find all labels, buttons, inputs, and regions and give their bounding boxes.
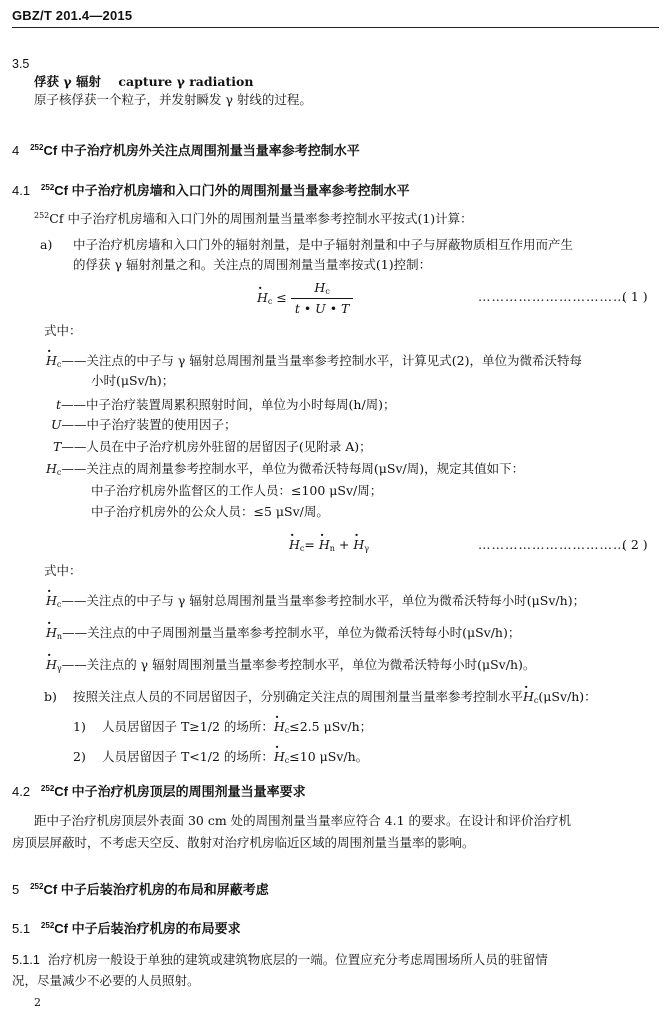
- item-a-line2: 的俘获 γ 辐射剂量之和。关注点的周围剂量当量率按式(1)控制：: [73, 257, 432, 272]
- def2-hn-text: ——关注点的中子周围剂量当量率参考控制水平，单位为微希沃特每小时(μSv/h)；: [62, 625, 521, 640]
- eq2-plus: +: [334, 537, 354, 552]
- eq2-equals: =: [304, 537, 319, 552]
- term-definition: 原子核俘获一个粒子，并发射瞬发 γ 射线的过程。: [34, 92, 312, 107]
- def-t: [56, 396, 396, 414]
- def-Hc-symbol: H: [46, 461, 57, 476]
- section-4-1-heading: [12, 180, 410, 199]
- section-4-1-intro: [34, 210, 473, 228]
- section-5-1-1-text1: 治疗机房一般设于单独的建筑或建筑物底层的一端。位置应充分考虑周围场所人员的驻留情: [47, 952, 548, 967]
- def-hc-cont: 小时(μSv/h)；: [91, 373, 175, 388]
- def-t-text: ——中子治疗装置周累积照射时间，单位为小时每周(h/周)；: [61, 397, 396, 412]
- eq2-leader-dots: ……………………………: [478, 537, 627, 552]
- intro-sup: 252: [34, 211, 50, 220]
- eq1-lhs: · H: [257, 289, 268, 307]
- eq1-lhs-sub: c: [267, 297, 273, 306]
- section-5-1-sup: 252: [40, 921, 55, 930]
- def-T-symbol: T: [53, 439, 62, 454]
- eq1-leader-dots: ……………………………: [478, 289, 627, 304]
- def-hc-text: ——关注点的中子与 γ 辐射总周围剂量当量率参考控制水平，计算见式(2)，单位为微希沃特每: [61, 353, 583, 368]
- section-4-1-number: 4.1: [12, 183, 31, 198]
- where-label-2: 式中：: [44, 563, 82, 578]
- section-5-heading: [12, 879, 269, 898]
- standard-code: GBZ/T 201.4—2015: [12, 8, 133, 23]
- page-number: 2: [34, 996, 41, 1009]
- standard-code-header: [12, 8, 132, 23]
- item-a-line1: 中子治疗机房墙和入口门外的辐射剂量，是中子辐射剂量和中子与屏蔽物质相互作用而产生: [73, 237, 574, 252]
- equation-2: · $H_c= \cdot H_n$ + · $H_\gamma$: [289, 536, 369, 554]
- section-4-2-para-line2: 房顶层屏蔽时，不考虑天空反、散射对治疗机房临近区域的周围剂量当量率的影响。: [12, 835, 475, 850]
- item-b-label: b): [44, 689, 57, 704]
- item-b1-value: ≤2.5 μSv/h；: [289, 719, 373, 734]
- equation-1: [257, 279, 353, 318]
- item-a-label: a): [40, 237, 53, 252]
- term-en: capture γ radiation: [118, 74, 254, 89]
- def-T-text: ——人员在中子治疗机房外驻留的居留因子(见附录 A)；: [61, 439, 372, 454]
- section-4-number: 4: [12, 143, 20, 158]
- def-t-symbol: t: [56, 397, 62, 412]
- item-b1: 人员居留因子 T≥1/2 的场所：· $H_c\le 2.5$ μSv/h；: [102, 718, 372, 736]
- item-b1-label: 1): [73, 719, 86, 734]
- eq2-number: ( 2 ): [622, 537, 648, 552]
- eq1-numerator: H: [314, 280, 326, 295]
- section-5-number: 5: [12, 882, 20, 897]
- section-4-heading: [12, 140, 360, 159]
- section-4-2-number: 4.2: [12, 784, 31, 799]
- item-b-text: 按照关注点人员的不同居留因子，分别确定关注点的周围剂量当量率参考控制水平· $H_c(\mu Sv/h)$：: [73, 688, 597, 706]
- def-Hc-item1: 中子治疗机房外监督区的工作人员：≤100 μSv/周；: [91, 483, 383, 498]
- eq1-numerator-sub: c: [325, 287, 330, 296]
- section-4-2-sup: 252: [40, 784, 55, 793]
- def2-hg-text: ——关注点的 γ 辐射周围剂量当量率参考控制水平，单位为微希沃特每小时(μSv/h)。: [61, 657, 536, 672]
- def2-hg: · $H_\gamma——$关注点的 γ 辐射周围剂量当量率参考控制水平，单位为微希沃特每小时(μSv/h)。: [46, 656, 535, 674]
- def-Hc-sub: c: [56, 468, 62, 477]
- item-b2-value: ≤10 μSv/h。: [289, 749, 369, 764]
- item-b2-label: 2): [73, 749, 86, 764]
- where-label-1: 式中：: [44, 323, 82, 338]
- eq1-fraction: [291, 279, 354, 318]
- section-5-1-title: Cf 中子后装治疗机房的布局要求: [54, 921, 241, 936]
- def-Hc-weekly: [46, 460, 524, 478]
- section-4-title: Cf 中子治疗机房外关注点周围剂量当量率参考控制水平: [43, 143, 360, 158]
- section-4-1-title: Cf 中子治疗机房墙和入口门外的周围剂量当量率参考控制水平: [54, 183, 410, 198]
- section-5-1-number: 5.1: [12, 921, 31, 936]
- section-4-1-sup: 252: [40, 183, 55, 192]
- term-cn: 俘获 γ 辐射: [34, 74, 101, 89]
- def2-hc-text: ——关注点的中子与 γ 辐射总周围剂量当量率参考控制水平，单位为微希沃特每小时(μSv/h)；: [61, 593, 586, 608]
- item-b2-text: 人员居留因子 T<1/2 的场所：: [102, 749, 274, 764]
- section-4-sup: 252: [30, 143, 44, 152]
- section-5-1-1-number: 5.1.1: [12, 953, 40, 967]
- section-5-title: Cf 中子后装治疗机房的布局和屏蔽考虑: [43, 882, 269, 897]
- def-u-text: ——中子治疗装置的使用因子；: [61, 417, 237, 432]
- item-b1-text: 人员居留因子 T≥1/2 的场所：: [102, 719, 274, 734]
- def-u: [51, 416, 237, 434]
- item-b2: 人员居留因子 T<1/2 的场所：· $H_c\le 10$ μSv/h。: [102, 748, 368, 766]
- section-3-5-number: 3.5: [12, 57, 30, 71]
- def2-hc: · $H_c——$关注点的中子与 γ 辐射总周围剂量当量率参考控制水平，单位为微希沃特每小时(μSv/h)；: [46, 592, 585, 610]
- def-u-symbol: U: [51, 417, 62, 432]
- term-heading: [34, 73, 253, 91]
- item-b-tail: (μSv/h)：: [538, 689, 597, 704]
- def-Hc-text: ——关注点的周剂量参考控制水平，单位为微希沃特每周(μSv/周)，规定其值如下：: [61, 461, 525, 476]
- item-b-body: 按照关注点人员的不同居留因子，分别确定关注点的周围剂量当量率参考控制水平: [73, 689, 524, 704]
- header-rule: [12, 27, 659, 28]
- eq1-number: ( 1 ): [622, 289, 648, 304]
- eq1-denominator: t • U • T: [294, 301, 350, 316]
- intro-text: Cf 中子治疗机房墙和入口门外的周围剂量当量率参考控制水平按式(1)计算：: [49, 211, 473, 226]
- def-hc: · $H_c——$关注点的中子与 γ 辐射总周围剂量当量率参考控制水平，计算见式(2)，单位为微希沃特每: [46, 352, 582, 370]
- def-T: [53, 438, 372, 456]
- section-5-1-1-line2: 况，尽量减少不必要的人员照射。: [12, 973, 200, 988]
- eq1-relation: ≤: [276, 290, 287, 305]
- def2-hn: · $H_n——$关注点的中子周围剂量当量率参考控制水平，单位为微希沃特每小时(μSv/h)；: [46, 624, 520, 642]
- section-5-sup: 252: [30, 882, 44, 891]
- section-4-2-para-line1: 距中子治疗机房顶层外表面 30 cm 处的周围剂量当量率应符合 4.1 的要求。在设计和评价治疗机: [34, 813, 572, 828]
- section-4-2-heading: [12, 781, 306, 800]
- section-4-2-title: Cf 中子治疗机房顶层的周围剂量当量率要求: [54, 784, 306, 799]
- section-5-1-1-line1: [12, 951, 548, 969]
- def-Hc-item2: 中子治疗机房外的公众人员：≤5 μSv/周。: [91, 504, 329, 519]
- section-5-1-heading: [12, 918, 241, 937]
